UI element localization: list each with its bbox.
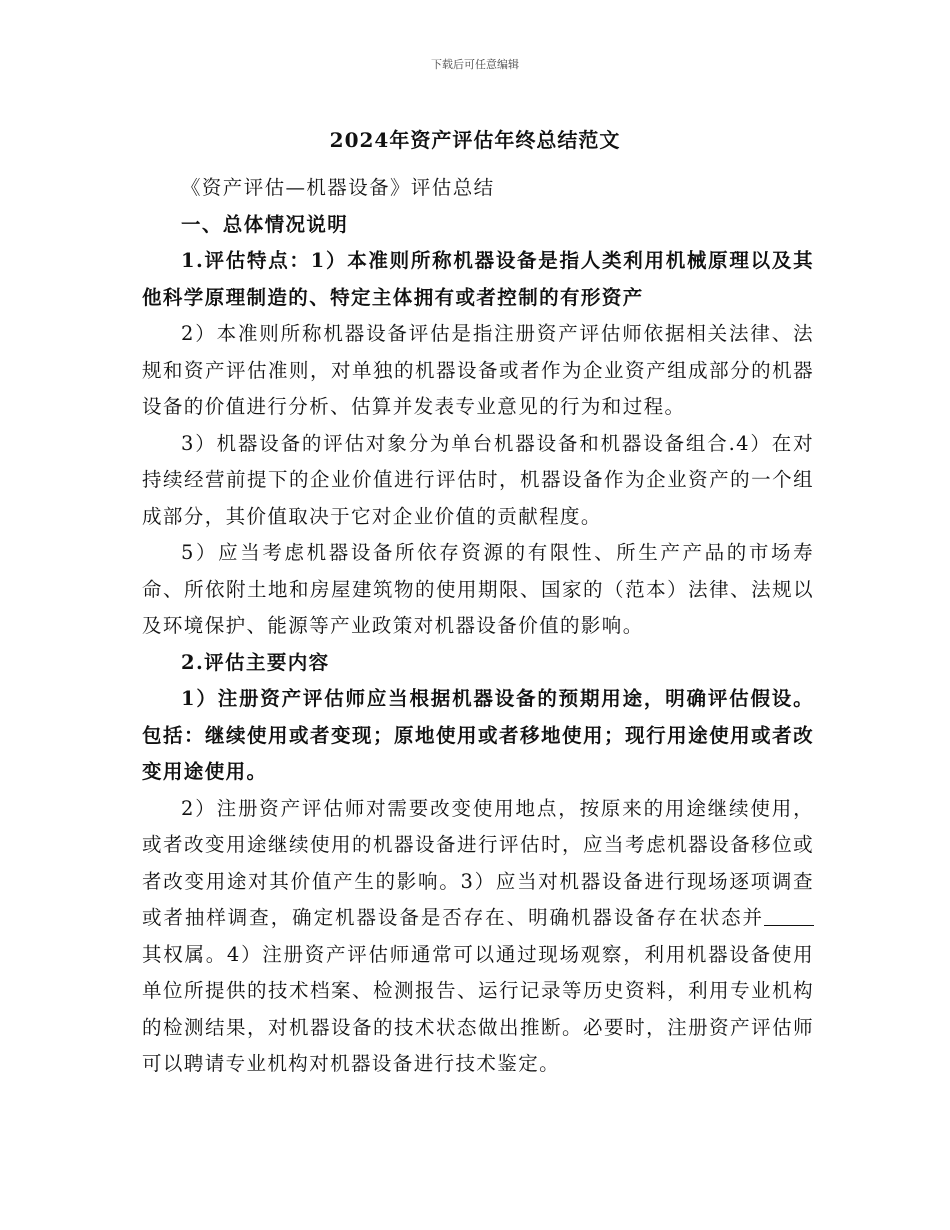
paragraph-part-after-blank: 其权属。4）注册资产评估师通常可以通过现场观察，利用机器设备使用单位所提供的技术档案、检测报告、运行记录等历史资料，利用专业机构的检测结果，对机器设备的技术状态做出推断。必要时，注册资产评估师可以聘请专业机构对机器设备进行技术鉴定。 <box>142 942 814 1075</box>
paragraph-part-before-blank: 2）注册资产评估师对需要改变使用地点，按原来的用途继续使用，或者改变用途继续使用的机器设备进行评估时，应当考虑机器设备移位或者改变用途对其价值产生的影响。3）应当对机器设备进行现场逐项调查或者抽样调查，确定机器设备是否存在、明确机器设备存在状态并 <box>142 796 814 929</box>
paragraph-assumptions: 1）注册资产评估师应当根据机器设备的预期用途，明确评估假设。包括：继续使用或者变现；原地使用或者移地使用；现行用途使用或者改变用途使用。 <box>142 687 814 783</box>
paragraph-evaluation-features: 1.评估特点：1）本准则所称机器设备是指人类利用机械原理以及其他科学原理制造的、特定主体拥有或者控制的有形资产 <box>142 249 814 309</box>
paragraph-evaluation-objects: 3）机器设备的评估对象分为单台机器设备和机器设备组合.4）在对持续经营前提下的企业价值进行评估时，机器设备作为企业资产的一个组成部分，其价值取决于它对企业价值的贡献程度。 <box>142 431 814 528</box>
section-heading-main-content: 2.评估主要内容 <box>181 650 330 674</box>
subtitle: 《资产评估—机器设备》评估总结 <box>181 176 495 199</box>
paragraph-site-investigation <box>142 791 814 1083</box>
page-title: 2024年资产评估年终总结范文 <box>329 128 621 152</box>
paragraph-considerations: 5）应当考虑机器设备所依存资源的有限性、所生产产品的市场寿命、所依附土地和房屋建筑物的使用期限、国家的（范本）法律、法规以及环境保护、能源等产业政策对机器设备价值的影响。 <box>142 541 814 637</box>
section-heading-overview: 一、总体情况说明 <box>181 212 349 236</box>
fill-in-blank <box>764 909 814 926</box>
document-body <box>142 170 814 1083</box>
paragraph-definition: 2）本准则所称机器设备评估是指注册资产评估师依据相关法律、法规和资产评估准则，对单独的机器设备或者作为企业资产组成部分的机器设备的价值进行分析、估算并发表专业意见的行为和过程。 <box>142 322 814 418</box>
header-note: 下载后可任意编辑 <box>431 58 519 71</box>
